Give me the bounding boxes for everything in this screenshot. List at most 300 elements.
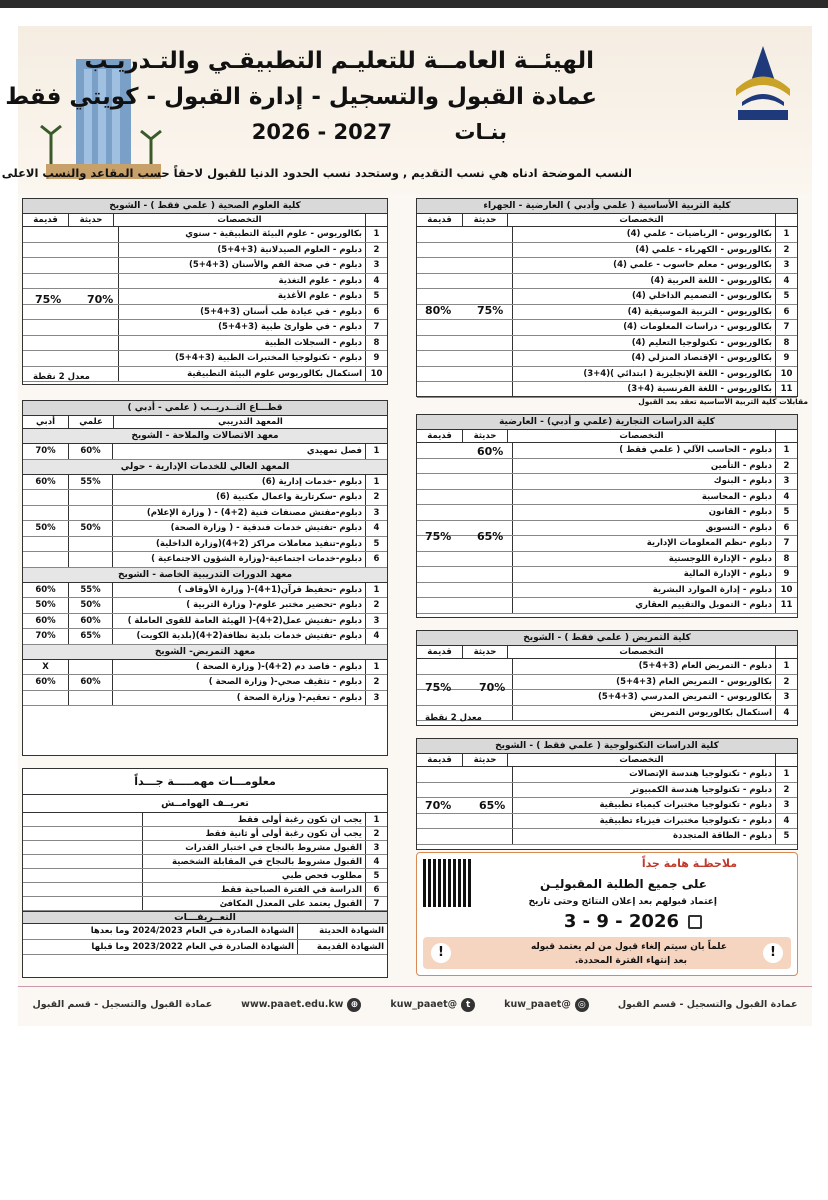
row-number: 4: [775, 274, 797, 289]
basic-rows: [417, 227, 797, 398]
row-number: 3: [775, 798, 797, 813]
list-item: [417, 336, 797, 352]
commerce-first-new: 60%: [477, 445, 504, 458]
row-number: 3: [365, 506, 387, 521]
row-label: بكالوريوس - علوم البيئة التطبيقية - سنوي: [185, 229, 362, 239]
footer: [18, 986, 812, 1022]
row-number: 4: [775, 490, 797, 505]
tech-studies-table: [416, 738, 798, 850]
sci-pct: 50%: [68, 598, 113, 613]
row-label: دبلوم - التسويق: [705, 522, 772, 533]
row-number: 6: [365, 883, 387, 896]
row-label: دبلوم - التمويل والتقييم العقاري: [635, 600, 772, 610]
sci-pct: 60%: [68, 444, 113, 459]
list-item: [23, 537, 387, 553]
row-label: بكالوريوس - اللغة الفرنسية (4+3): [627, 384, 772, 394]
notice-title: ملاحظـة هامة جداً: [641, 857, 737, 870]
health-rows: [23, 227, 387, 382]
commerce-new-pct: 65%: [477, 530, 504, 543]
lit-pct: [23, 552, 68, 567]
old-header: قديمة: [33, 215, 58, 225]
row-label: دبلوم - البنوك: [713, 476, 772, 486]
row-number: 11: [775, 598, 797, 613]
twitter-handle: @kuw_paaet: [390, 998, 458, 1010]
row-number: 1: [365, 583, 387, 598]
footer-dept: عمادة القبول والتسجيل - قسم القبول: [617, 999, 798, 1010]
list-item: [23, 243, 387, 259]
tech-old-pct: 70%: [425, 799, 452, 812]
list-item: [417, 289, 797, 305]
list-item: [417, 598, 797, 614]
row-number: 7: [365, 320, 387, 335]
list-item: [23, 897, 387, 911]
instagram-handle: @kuw_paaet: [504, 998, 571, 1010]
row-number: 6: [775, 521, 797, 536]
lit-pct: 60%: [35, 476, 56, 487]
sci-pct: [68, 537, 113, 552]
defs-rows: [23, 924, 387, 955]
row-label: دبلوم - الإدارة اللوجستية: [668, 553, 772, 564]
basic-old-pct: 80%: [425, 304, 452, 317]
list-item: [23, 351, 387, 367]
majors-header: التخصصات: [507, 214, 775, 226]
row-label: بكالوريوس - دراسات المعلومات (4): [623, 322, 772, 332]
basic-new-pct: 75%: [477, 304, 504, 317]
row-number: 2: [365, 490, 387, 505]
row-label: استكمال بكالوريوس التمريض: [649, 707, 772, 718]
row-label: بكالوريوس - اللغة الإنجليزية ( ابتدائي )(4+3): [583, 368, 772, 379]
lit-pct: 70%: [35, 631, 56, 641]
row-number: 1: [365, 660, 387, 675]
definition-row: [23, 940, 387, 956]
list-item: [23, 675, 387, 691]
row-label: دبلوم - في صحة الفم والأسنان (3+4+5): [188, 260, 362, 270]
list-item: [23, 583, 387, 599]
sci-pct: [68, 506, 113, 521]
row-label: القبول يعتمد على المعدل المكافئ: [219, 899, 362, 909]
header-note: النسب الموضحة ادناه هي نسب التقديم , وستحدد نسب الحدود الدنيا للقبول لاحقاً حسب المقاعد والنسب الاعلى: [1, 166, 632, 180]
list-item: [23, 444, 387, 460]
row-number: 5: [365, 537, 387, 552]
row-label: بكالوريوس - التمريض العام (3+4+5): [616, 676, 772, 687]
list-item: [23, 289, 387, 305]
institute-title: المعهد العالي للخدمات الإدارية - حولي: [23, 460, 387, 475]
warning-icon: !: [763, 943, 783, 963]
row-label: بكالوريوس - تكنولوجيا التعليم (4): [631, 337, 772, 348]
list-item: [417, 583, 797, 599]
def-term: الشهادة القديمة: [297, 940, 387, 955]
column-headers: [23, 416, 387, 429]
nursing-table: [416, 630, 798, 726]
footer-website[interactable]: [241, 998, 361, 1012]
row-number: 3: [365, 841, 387, 854]
lit-header: أدبي: [35, 417, 56, 427]
row-number: 4: [365, 855, 387, 868]
list-item: [417, 243, 797, 259]
twitter-icon: t: [461, 998, 475, 1012]
row-number: 1: [775, 227, 797, 242]
list-item: [23, 305, 387, 321]
info-title: معلومـــات مهمـــــة جـــداً: [23, 769, 387, 795]
row-number: 5: [365, 869, 387, 882]
section-title: قطـــاع التــدريــب ( علمي - أدبي ): [23, 401, 387, 416]
tech-rows: [417, 767, 797, 845]
row-label: الدراسة في الفترة الصباحية فقط: [220, 885, 362, 895]
list-item: [417, 258, 797, 274]
def-term: الشهادة الحديثة: [297, 924, 387, 939]
sci-pct: 65%: [68, 629, 113, 644]
list-item: [23, 629, 387, 645]
row-number: 2: [775, 459, 797, 474]
list-item: [417, 305, 797, 321]
list-item: [417, 443, 797, 459]
gender-label: بنـات: [454, 120, 507, 144]
lit-pct: 50%: [35, 600, 56, 610]
institute-header: المعهد التدريبي: [113, 416, 387, 428]
row-label: مطلوب فحص طبي: [281, 871, 362, 881]
row-number: 4: [365, 274, 387, 289]
row-number: 1: [365, 227, 387, 242]
row-label: دبلوم - في عيادة طب أسنان (3+4+5): [200, 306, 362, 317]
row-number: 7: [365, 897, 387, 910]
sci-pct: 55%: [68, 583, 113, 598]
column-headers: [23, 214, 387, 227]
row-label: دبلوم - تعقيم-( وزارة الصحة ): [236, 692, 362, 703]
row-label: دبلوم - تثقيف صحي-( وزارة الصحة ): [208, 677, 362, 687]
majors-header: التخصصات: [113, 214, 365, 226]
warning-line1: علماً بان سيتم إلغاء قبول من لم يعتمد قبوله: [530, 942, 727, 952]
row-number: 2: [365, 598, 387, 613]
row-label: دبلوم - التمريض العام (3+4+5): [638, 661, 772, 671]
list-item: [417, 783, 797, 799]
row-number: 4: [365, 629, 387, 644]
row-number: 4: [775, 814, 797, 829]
row-label: بكالوريوس - التربية الموسيقية (4): [627, 306, 772, 317]
section-title: كلية الدراسات التكنولوجية ( علمي فقط ) - الشويخ: [417, 739, 797, 754]
list-item: [23, 258, 387, 274]
list-item: [23, 855, 387, 869]
row-number: 3: [365, 614, 387, 629]
row-number: 6: [365, 305, 387, 320]
row-label: دبلوم -تحفيظ قرآن(1+4)-( وزارة الأوقاف ): [177, 584, 362, 595]
row-number: 10: [775, 367, 797, 382]
row-label: دبلوم -نظم المعلومات الإدارية: [646, 538, 772, 548]
majors-header: التخصصات: [507, 430, 775, 442]
list-item: [23, 506, 387, 522]
basic-footnote: مقابلات كلية التربية الأساسية تعقد بعد القبول: [638, 397, 808, 406]
row-number: 5: [775, 505, 797, 520]
qr-code-icon: [423, 859, 471, 907]
lit-pct: [23, 691, 68, 706]
list-item: [417, 659, 797, 675]
info-rows: [23, 813, 387, 911]
list-item: [23, 660, 387, 676]
nursing-new-pct: 70%: [479, 681, 506, 694]
row-label: بكالوريوس - الرياضيات - علمي (4): [626, 229, 772, 239]
row-number: 7: [775, 320, 797, 335]
old-header: قديمة: [427, 215, 452, 225]
list-item: [417, 320, 797, 336]
website-url: www.paaet.edu.kw: [241, 998, 344, 1010]
row-number: 2: [775, 675, 797, 690]
section-title: كلية الدراسات التجارية (علمي و أدبي) - العارضية: [417, 415, 797, 430]
row-label: يجب أن تكون رغبة أولى أو ثانية فقط: [205, 829, 362, 839]
warning-line2: بعد إنتهاء الفترة المحددة.: [574, 956, 687, 966]
section-title: كلية التربية الأساسية ( علمي وأدبي ) العارضية - الجهراء: [417, 199, 797, 214]
list-item: [23, 521, 387, 537]
row-label: دبلوم - علوم الأغذية: [277, 291, 362, 301]
footer-instagram[interactable]: [504, 998, 589, 1012]
row-label: فصل تمهيدي: [306, 446, 362, 456]
row-label: دبلوم -سكرتارية واعمال مكتبية (6): [216, 492, 362, 502]
row-label: دبلوم - الطاقة المتجددة: [673, 831, 772, 841]
row-number: 9: [365, 351, 387, 366]
lit-pct: [23, 506, 68, 521]
list-item: [417, 829, 797, 845]
list-item: [417, 536, 797, 552]
lit-pct: 60%: [35, 584, 56, 595]
health-new-pct: 70%: [87, 293, 114, 306]
new-header: حديثة: [462, 754, 507, 766]
academic-year: 2026 - 2027: [251, 120, 392, 144]
row-label: دبلوم-خدمات اجتماعية-(وزارة الشؤون الاجتماعية ): [151, 554, 362, 564]
list-item: [417, 367, 797, 383]
list-item: [23, 614, 387, 630]
row-number: 2: [365, 243, 387, 258]
row-label: دبلوم - القانون: [708, 507, 772, 517]
row-label: دبلوم - علوم التغذية: [278, 275, 362, 286]
lit-pct: 60%: [35, 677, 56, 687]
row-label: دبلوم - تكنولوجيا هندسة الإتصالات: [629, 769, 772, 779]
info-subtitle: تعريــف الهوامــش: [23, 795, 387, 813]
paaet-logo-icon: [728, 44, 798, 124]
row-number: 3: [365, 258, 387, 273]
row-label: دبلوم - تكنولوجيا مختبرات كيمياء تطبيقية: [599, 800, 772, 810]
list-item: [417, 490, 797, 506]
health-rate: معدل 2 نقطة: [33, 372, 90, 382]
row-number: 2: [365, 675, 387, 690]
row-label: دبلوم - تكنولوجيا المختبرات الطبية (3+4+5): [174, 353, 362, 363]
row-label: بكالوريوس - الإقتصاد المنزلي (4): [631, 353, 772, 363]
row-label: دبلوم -تحضير مختبر علوم-( وزارة التربية ): [186, 600, 362, 610]
row-label: بكالوريوس - التمريض المدرسي (3+4+5): [597, 692, 772, 702]
list-item: [23, 869, 387, 883]
top-bar: [0, 0, 828, 8]
nursing-old-pct: 75%: [425, 681, 452, 694]
row-label: دبلوم - تكنولوجيا مختبرات فيزياء تطبيقية: [599, 815, 772, 826]
list-item: [417, 459, 797, 475]
list-item: [23, 598, 387, 614]
deanship-title: عمادة القبول والتسجيل - إدارة القبول - كويتي فقط: [5, 84, 597, 110]
commerce-table: [416, 414, 798, 618]
new-header: حديثة: [68, 214, 113, 226]
sci-pct: 60%: [68, 675, 113, 690]
row-label: بكالوريوس - التصميم الداخلي (4): [632, 291, 772, 301]
list-item: [417, 552, 797, 568]
section-title: كلية العلوم الصحية ( علمي فقط ) - الشويخ: [23, 199, 387, 214]
row-label: دبلوم - فاصد دم (2+4)-( وزارة الصحة ): [195, 661, 362, 672]
notice-line1: على جميع الطلبة المقبوليـن: [540, 877, 707, 891]
list-item: [23, 841, 387, 855]
authority-title: الهيئــة العامــة للتعليـم التطبيقـي والتـدريـب: [84, 48, 594, 74]
list-item: [417, 814, 797, 830]
row-number: 5: [775, 289, 797, 304]
row-number: 1: [775, 767, 797, 782]
nursing-rate: معدل 2 نقطة: [425, 713, 482, 723]
row-number: 8: [775, 336, 797, 351]
row-number: 9: [775, 351, 797, 366]
majors-header: التخصصات: [507, 754, 775, 766]
sci-pct: [68, 490, 113, 505]
row-label: دبلوم -تفتيش خدمات بلدية نظافة(2+4)(بلدية الكويت): [136, 631, 362, 641]
row-label: بكالوريوس - معلم حاسوب - علمي (4): [613, 260, 772, 270]
old-header: قديمة: [427, 755, 452, 765]
lit-pct: X: [42, 661, 49, 672]
sci-pct: [68, 552, 113, 567]
row-label: دبلوم -تفتيش خدمات فندقية - ( وزارة الصحة): [170, 523, 362, 533]
row-number: 1: [775, 443, 797, 458]
row-number: 4: [365, 521, 387, 536]
nursing-rows: [417, 659, 797, 721]
instagram-icon: ◎: [575, 998, 589, 1012]
new-header: حديثة: [462, 430, 507, 442]
sci-header: علمي: [68, 416, 113, 428]
new-header: حديثة: [462, 646, 507, 658]
row-number: 5: [365, 289, 387, 304]
row-label: دبلوم-تنفيذ معاملات مراكز (2+4)(وزارة الداخلية): [156, 538, 362, 549]
row-number: 10: [365, 367, 387, 382]
sci-pct: 60%: [68, 614, 113, 629]
lit-pct: 70%: [35, 446, 56, 456]
row-number: 11: [775, 382, 797, 397]
training-sector-table: [22, 400, 388, 756]
list-item: [417, 505, 797, 521]
sci-pct: [68, 691, 113, 706]
list-item: [417, 274, 797, 290]
list-item: [23, 490, 387, 506]
list-item: [417, 675, 797, 691]
institute-title: معهد التمريض- الشويخ: [23, 645, 387, 660]
lit-pct: [23, 490, 68, 505]
row-number: 6: [775, 305, 797, 320]
row-label: دبلوم -خدمات إدارية (6): [261, 476, 362, 487]
list-item: [417, 690, 797, 706]
row-number: 8: [365, 336, 387, 351]
row-number: 2: [775, 783, 797, 798]
sci-pct: 55%: [68, 475, 113, 490]
row-label: استكمال بكالوريوس علوم البيئة التطبيقية: [187, 368, 362, 379]
row-number: 3: [775, 690, 797, 705]
row-number: 2: [365, 827, 387, 840]
health-old-pct: 75%: [35, 293, 62, 306]
training-body: [23, 429, 387, 706]
row-label: بكالوريوس - الكهرباء - علمي (4): [635, 244, 772, 255]
lit-pct: [23, 537, 68, 552]
list-item: [23, 274, 387, 290]
row-number: 1: [775, 659, 797, 674]
row-label: دبلوم - تكنولوجيا هندسة الكمبيوتر: [630, 784, 772, 795]
row-label: دبلوم -تفتيش عمل(2+4)-( الهيئة العامة للقوى العاملة ): [127, 615, 362, 626]
row-number: 4: [775, 706, 797, 721]
list-item: [23, 336, 387, 352]
row-number: 10: [775, 583, 797, 598]
calendar-icon: [688, 915, 702, 929]
notice-box: [416, 852, 798, 976]
lit-pct: 60%: [35, 615, 56, 626]
notice-date: 3 - 9 - 2026: [563, 911, 679, 932]
def-text: الشهادة الصادرة في العام 2024/2023 وما بعدها: [90, 926, 294, 936]
sci-pct: 50%: [68, 521, 113, 536]
def-text: الشهادة الصادرة في العام 2023/2022 وما قبلها: [91, 941, 294, 952]
list-item: [23, 691, 387, 707]
warning-icon: !: [431, 943, 451, 963]
old-header: قديمة: [427, 431, 452, 441]
footer-twitter[interactable]: [390, 998, 475, 1012]
row-number: 3: [775, 258, 797, 273]
majors-header: التخصصات: [507, 646, 775, 658]
notice-line2: إعتماد قبولهم بعد إعلان النتائج وحتى تاريخ: [528, 897, 717, 907]
column-headers: [417, 754, 797, 767]
list-item: [23, 827, 387, 841]
definition-row: [23, 924, 387, 940]
basic-education-table: [416, 198, 798, 397]
row-number: 1: [365, 475, 387, 490]
important-info-box: [22, 768, 388, 978]
list-item: [417, 474, 797, 490]
list-item: [417, 567, 797, 583]
row-number: 5: [775, 829, 797, 844]
row-number: 1: [365, 444, 387, 459]
row-label: دبلوم - في طوارئ طبية (3+4+5): [218, 322, 362, 332]
row-number: 6: [365, 552, 387, 567]
list-item: [417, 521, 797, 537]
footer-dept-left: عمادة القبول والتسجيل - قسم القبول: [32, 999, 213, 1010]
tech-new-pct: 65%: [479, 799, 506, 812]
list-item: [23, 320, 387, 336]
old-header: قديمة: [427, 647, 452, 657]
row-label: دبلوم - السجلات الطبية: [264, 337, 362, 348]
new-header: حديثة: [462, 214, 507, 226]
list-item: [417, 382, 797, 398]
institute-title: معهد الدورات التدريبية الخاصة - الشويخ: [23, 568, 387, 583]
row-number: 3: [775, 474, 797, 489]
list-item: [417, 227, 797, 243]
defs-title: التعــريفـــات: [23, 911, 387, 924]
row-number: 8: [775, 552, 797, 567]
institute-title: معهد الاتصالات والملاحة - الشويخ: [23, 429, 387, 444]
health-sciences-table: [22, 198, 388, 385]
row-label: دبلوم - الحاسب الآلي ( علمي فقط ): [619, 445, 772, 455]
row-label: بكالوريوس - اللغة العربية (4): [650, 275, 772, 286]
list-item: [23, 552, 387, 568]
commerce-rows: [417, 443, 797, 614]
row-number: 1: [365, 813, 387, 826]
sci-pct: [68, 660, 113, 675]
row-label: دبلوم - التأمين: [710, 460, 772, 471]
list-item: [417, 351, 797, 367]
row-label: دبلوم - العلوم الصيدلانية (3+4+5): [217, 244, 362, 255]
list-item: [417, 767, 797, 783]
globe-icon: ⊕: [347, 998, 361, 1012]
row-label: دبلوم - الإدارة المالية: [683, 569, 772, 579]
section-title: كلية التمريض ( علمي فقط ) - الشويخ: [417, 631, 797, 646]
column-headers: [417, 430, 797, 443]
list-item: [23, 227, 387, 243]
list-item: [23, 813, 387, 827]
row-label: القبول مشروط بالنجاح في اختبار القدرات: [185, 843, 362, 853]
row-number: 9: [775, 567, 797, 582]
row-label: دبلوم-مفتش مصنفات فنية (2+4) - ( وزارة الإعلام): [146, 507, 362, 518]
